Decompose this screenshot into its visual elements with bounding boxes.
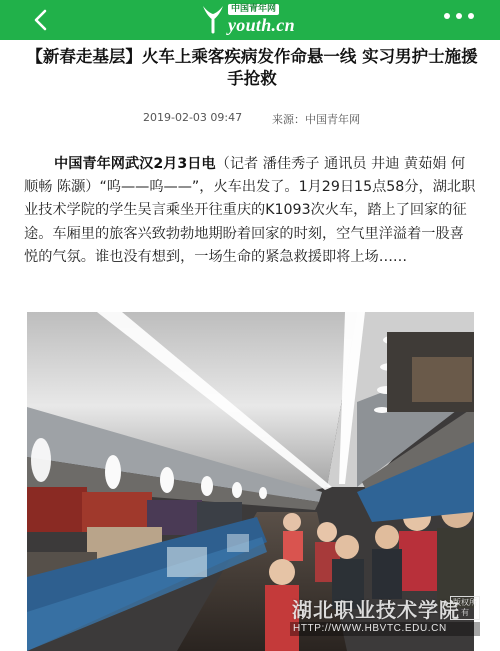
back-arrow-icon[interactable] (30, 9, 52, 31)
article-body-text: （记者 潘佳秀子 通讯员 井迪 黄茹娟 何顺畅 陈灏）“呜——呜——”，火车出发了。1月29日15点58分，湖北职业技术学院的学生吴言乘坐开往重庆的K1093次火车，踏上了回家的征途。车厢里的旅客兴致勃勃地期盼着回家的时刻，空气里洋溢着一股喜悦的气氛。谁也没有想到，一场生命的紧急救援即将上场…… (24, 156, 476, 265)
logo-chinese-text: 中国青年网 (228, 4, 279, 15)
photo-watermark (290, 594, 480, 640)
more-dots-icon[interactable] (444, 13, 474, 19)
publish-date: 2019-02-03 09:47 (143, 111, 243, 124)
watermark-seal: 版权所有 (450, 596, 480, 620)
logo-english-text: youth.cn (228, 15, 295, 35)
article-source: 来源：中国青年网 (272, 113, 360, 126)
top-bar (0, 0, 500, 40)
article-body (24, 153, 476, 269)
watermark-url: HTTP://WWW.HBVTC.EDU.CN (290, 622, 480, 636)
watermark-college-name: 湖北职业技术学院 (292, 598, 460, 622)
logo-mark-icon (200, 4, 226, 34)
article-lead: 中国青年网武汉2月3日电 (54, 156, 216, 172)
site-logo[interactable] (200, 4, 295, 34)
article-title: 【新春走基层】火车上乘客疾病发作命悬一线 实习男护士施援手抢救 (26, 47, 478, 88)
